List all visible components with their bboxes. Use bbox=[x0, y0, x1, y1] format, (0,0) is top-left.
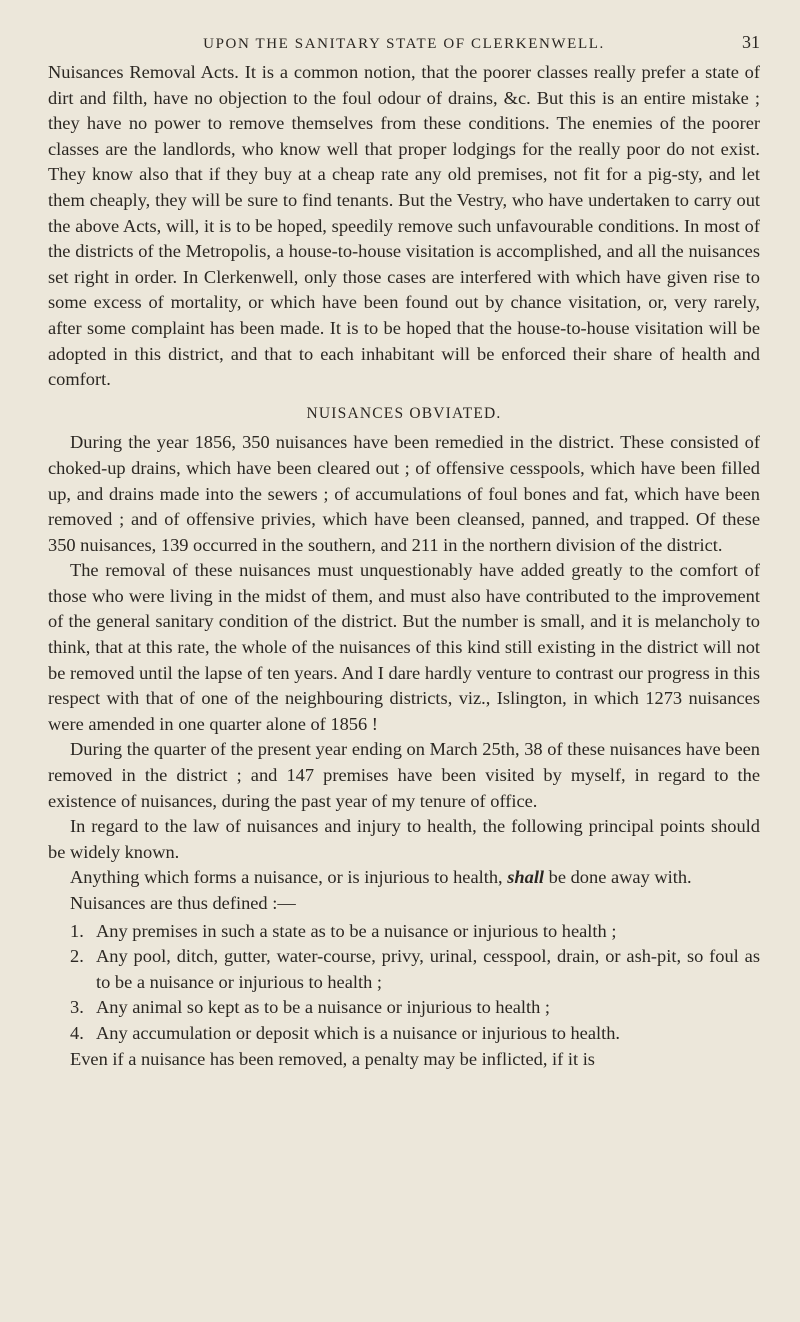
list-item-text: Any premises in such a state as to be a nuisance or injurious to health ; bbox=[96, 920, 617, 941]
list-item-number: 4. bbox=[70, 1022, 84, 1043]
paragraph-definitions-intro: Nuisances are thus defined :— bbox=[70, 893, 296, 913]
section-heading: NUISANCES OBVIATED. bbox=[306, 404, 502, 422]
list-item-number: 3. bbox=[70, 997, 84, 1018]
list-item-text: Any pool, ditch, gutter, water-course, privy, urinal, cesspool, drain, or ash-pit, so foul as to be a nuisance or injurious to health ; bbox=[96, 946, 760, 992]
paragraph-removal-effects: The removal of these nuisances must unquestionably have added greatly to the comfort of those who were living in the midst of them, and must also have contributed to the improvement of the general sanitary condition of the district. But the number is small, and it is melancholy to think, that at this rate, the whole of the nuisances of this kind still existing in the district will not be removed until the lapse of ten years. And I dare hardly venture to contrast our progress in this respect with that of one of the neighbouring districts, viz., Islington, in which 1273 nuisances were amended in one quarter alone of 1856 ! bbox=[48, 560, 760, 734]
list-item-text: Any accumulation or deposit which is a nuisance or injurious to health. bbox=[96, 1022, 621, 1043]
list-item bbox=[48, 944, 760, 995]
definitions-list bbox=[48, 919, 760, 1047]
list-item-number: 1. bbox=[70, 920, 84, 941]
running-header bbox=[48, 30, 760, 60]
running-title: UPON THE SANITARY STATE OF CLERKENWELL. bbox=[203, 36, 605, 52]
list-item bbox=[48, 919, 760, 945]
list-item bbox=[48, 1021, 760, 1047]
paragraph-penalty: Even if a nuisance has been removed, a penalty may be inflicted, if it is bbox=[70, 1048, 595, 1069]
paragraph-nuisances-removal-acts: Nuisances Removal Acts. It is a common notion, that the poorer classes really prefer a state of dirt and filth, have no objection to the foul odour of drains, &c. But this is an entire mistake ; they have no power to remove themselves from these conditions. The enemies of the poorer classes are the landlords, who know well that proper lodgings for the really poor do not exist. They know also that if they buy at a cheap rate any old premises, not fit for a pig-sty, and let them cheaply, they will be sure to find tenants. But the Vestry, who have undertaken to carry out the above Acts, will, it is to be hoped, speedily remove such unfavourable conditions. In most of the districts of the Metropolis, a house-to-house visitation is accomplished, and all the nuisances set right in order. In Clerkenwell, only those cases are interfered with which have given rise to some excess of mortality, or which have been found out by chance visitation, or, very rarely, after some complaint has been made. It is to be hoped that the house-to-house visitation will be adopted in this district, and that to each inhabitant will be enforced their share of health and comfort. bbox=[48, 62, 760, 390]
shall-text-before: Anything which forms a nuisance, or is injurious to health, bbox=[70, 867, 503, 888]
paragraph-law-of-nuisances: In regard to the law of nuisances and injury to health, the following principal points should be widely known. bbox=[48, 816, 760, 862]
list-item bbox=[48, 995, 760, 1021]
list-item-number: 2. bbox=[70, 946, 84, 967]
paragraph-year-1856: During the year 1856, 350 nuisances have been remedied in the district. These consisted of choked-up drains, which have been cleared out ; of offensive cesspools, which have been filled up, and drains made into the sewers ; of accumulations of foul bones and fat, which have been removed ; and of offensive privies, which have been cleansed, panned, and trapped. Of these 350 nuisances, 139 occurred in the southern, and 211 in the northern division of the district. bbox=[48, 432, 760, 555]
paragraph-shall-be-done-away bbox=[48, 865, 760, 891]
list-item-text: Any animal so kept as to be a nuisance or injurious to health ; bbox=[96, 997, 551, 1018]
page-number: 31 bbox=[742, 32, 760, 52]
shall-text-after: be done away with. bbox=[548, 867, 692, 888]
shall-emphasis: shall bbox=[507, 867, 545, 888]
page-body bbox=[48, 60, 760, 1072]
paragraph-quarter-march: During the quarter of the present year ending on March 25th, 38 of these nuisances have been removed in the district ; and 147 premises have been visited by myself, in regard to the existence of nuisances, during the past year of my tenure of office. bbox=[48, 739, 760, 811]
